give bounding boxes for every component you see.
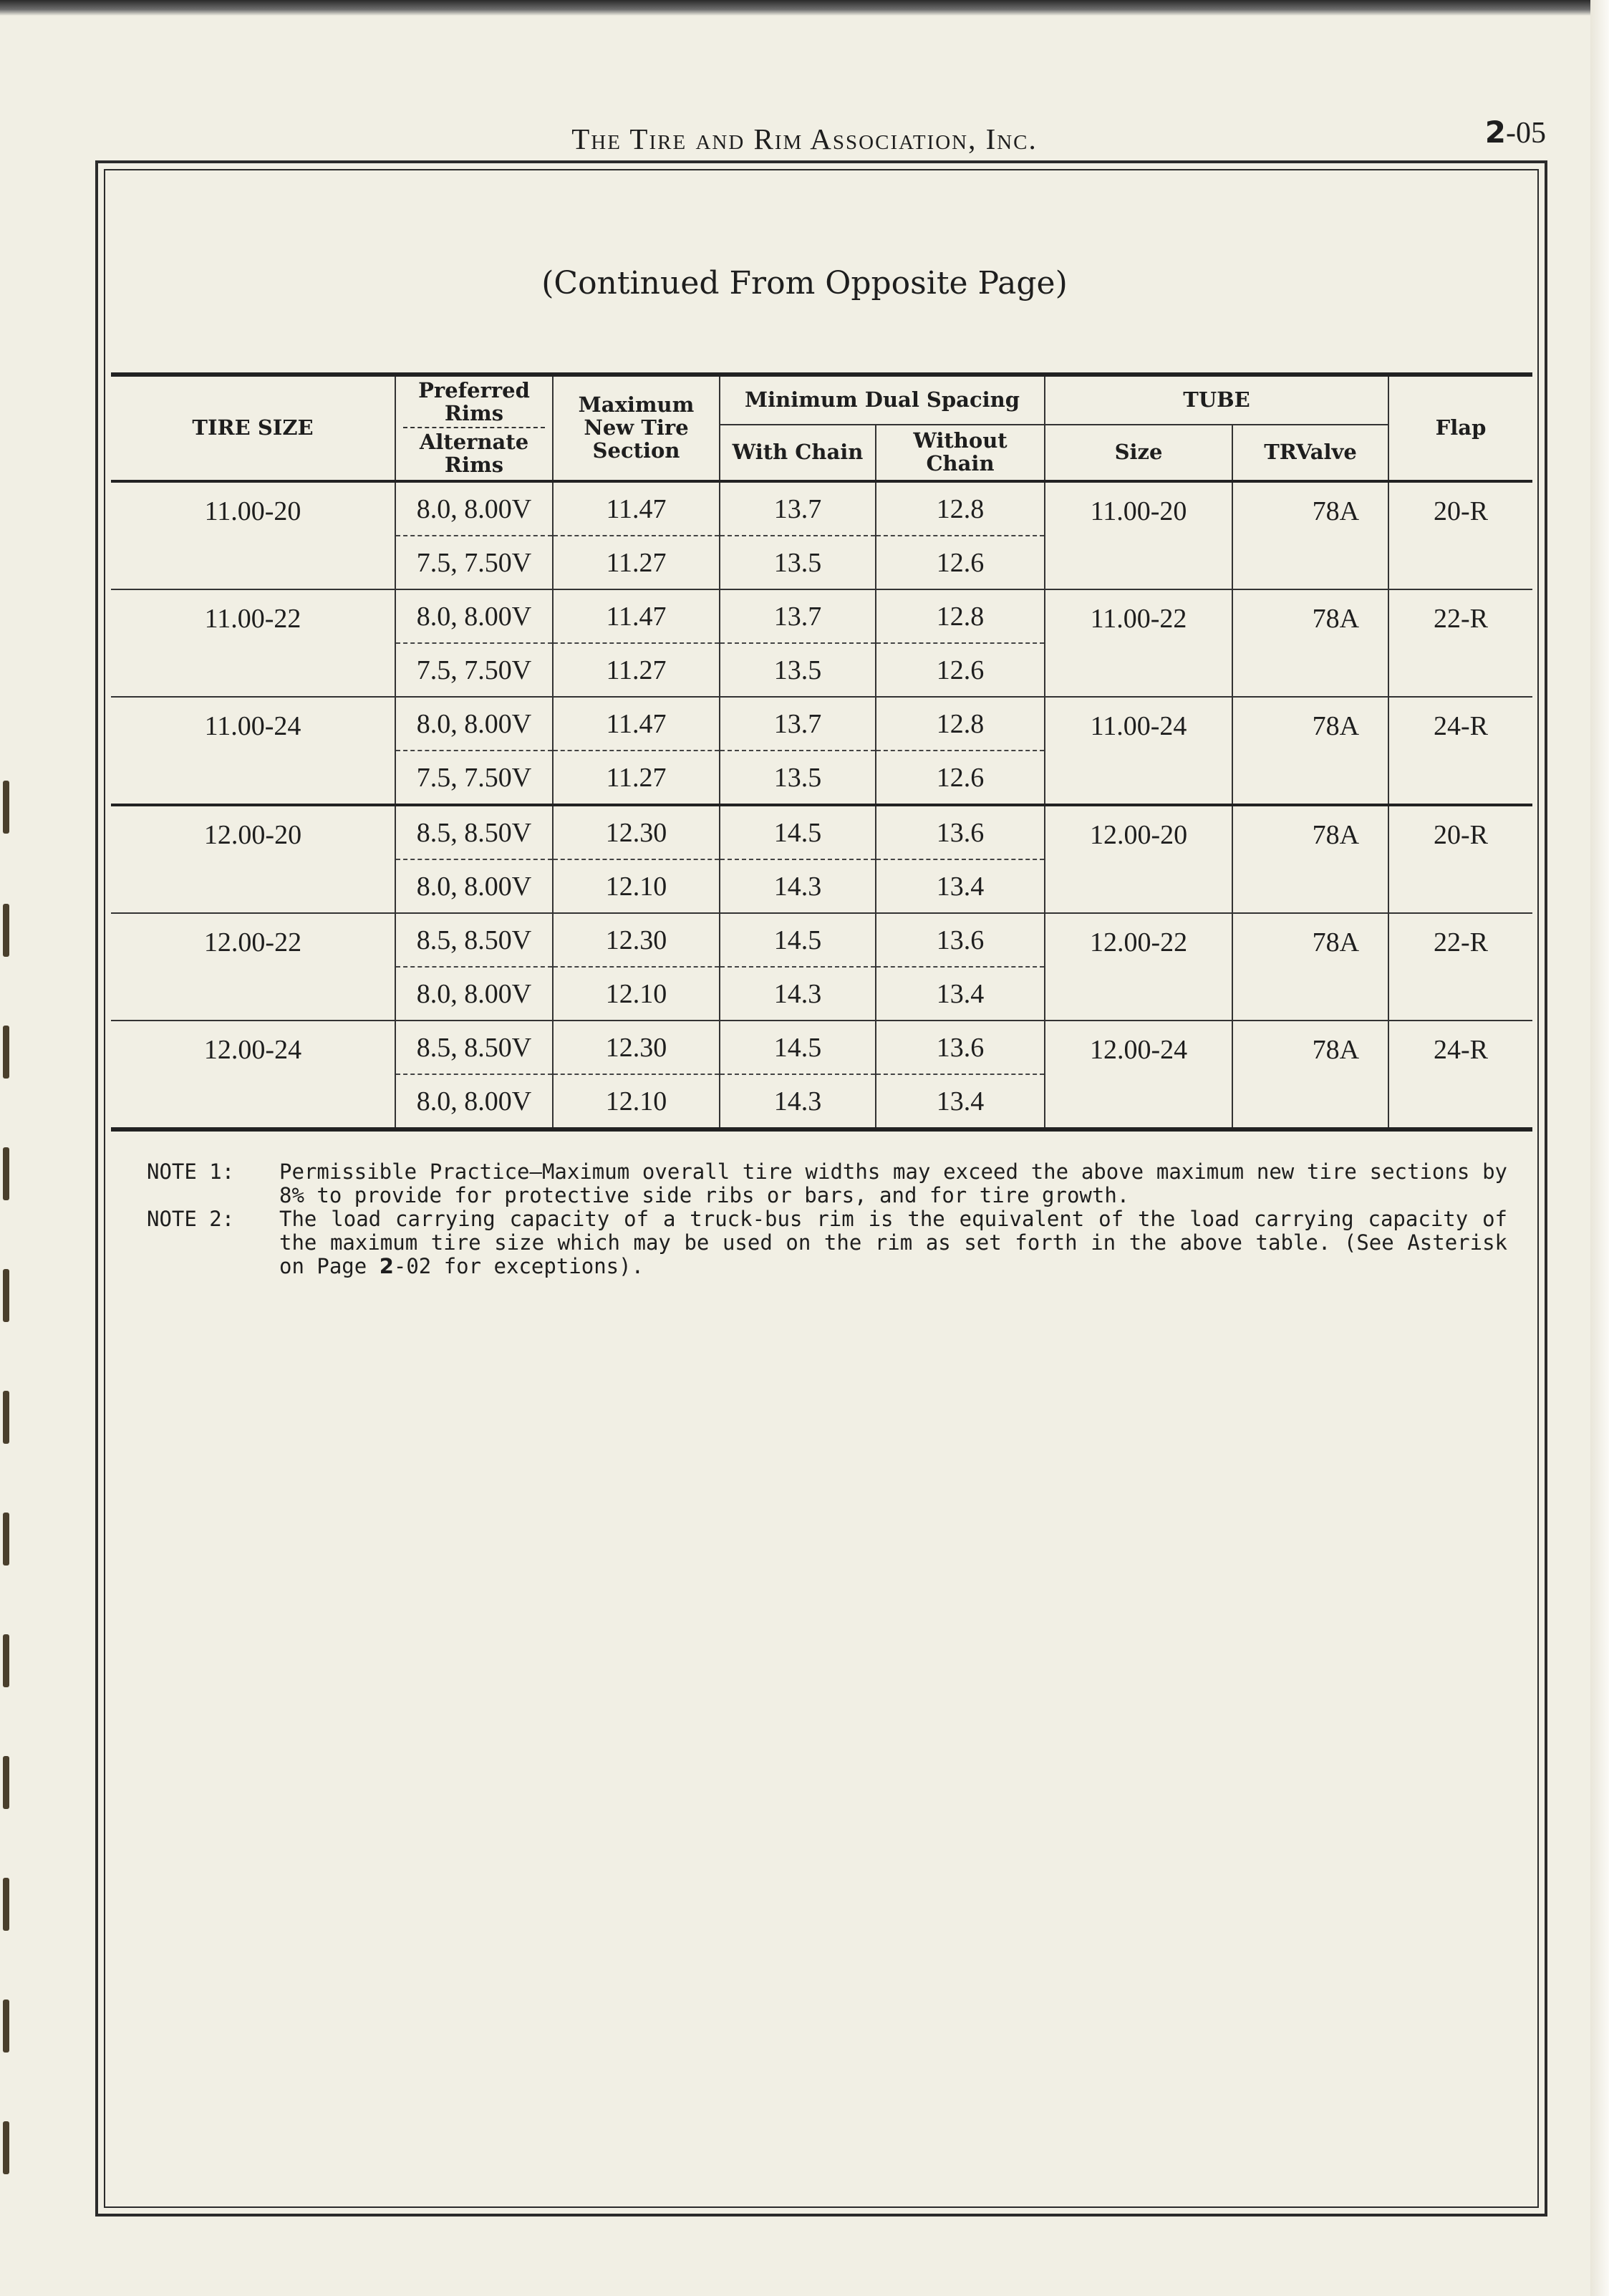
rim-cell: 8.0, 8.00V [395, 589, 553, 643]
with-chain-cell: 14.5 [720, 1021, 876, 1074]
tire-size-cell: 12.00-24 [111, 1021, 395, 1129]
without-chain-cell: 12.6 [876, 751, 1045, 805]
with-chain-cell: 14.5 [720, 913, 876, 967]
note-text-before: The load carrying capacity of a truck-bus rim is the equivalent of the load carrying capacity of the maximum tire size which may be used on the rim as set forth in the above table. (See Asterisk on Page [279, 1207, 1507, 1278]
header-tire-size: TIRE SIZE [111, 375, 395, 481]
flap-cell: 22-R [1388, 913, 1532, 1021]
note-text: Permissible Practice—Maximum overall tire widths may exceed the above maximum new tire sections by 8% to provide for protective side ribs or bars, and for tire growth. [279, 1159, 1507, 1207]
table-row [111, 589, 1532, 643]
flap-cell: 24-R [1388, 1021, 1532, 1129]
without-chain-cell: 13.4 [876, 1074, 1045, 1129]
header-without-chain: Without Chain [876, 425, 1045, 481]
section-cell: 12.10 [553, 1074, 720, 1129]
without-chain-cell: 12.6 [876, 536, 1045, 589]
section-cell: 12.30 [553, 1021, 720, 1074]
scan-top-edge [0, 0, 1609, 16]
section-cell: 11.27 [553, 751, 720, 805]
with-chain-cell: 13.5 [720, 536, 876, 589]
with-chain-cell: 14.3 [720, 1074, 876, 1129]
continued-heading: (Continued From Opposite Page) [541, 265, 1068, 302]
rim-cell: 7.5, 7.50V [395, 536, 553, 589]
header-min-dual-spacing: Minimum Dual Spacing [720, 375, 1045, 425]
without-chain-cell: 12.8 [876, 697, 1045, 751]
header-max-section: Maximum New Tire Section [553, 375, 720, 481]
tube-size-cell: 11.00-24 [1045, 697, 1232, 805]
valve-cell: 78A [1232, 805, 1388, 913]
with-chain-cell: 13.7 [720, 697, 876, 751]
rim-cell: 8.0, 8.00V [395, 859, 553, 913]
with-chain-cell: 14.3 [720, 859, 876, 913]
rim-cell: 8.5, 8.50V [395, 913, 553, 967]
note-label: NOTE 2: [147, 1207, 235, 1231]
header-tube-valve: TRValve [1232, 425, 1388, 481]
with-chain-cell: 13.7 [720, 481, 876, 536]
rim-cell: 8.0, 8.00V [395, 481, 553, 536]
header-alternate-rims: Alternate Rims [419, 430, 529, 477]
section-cell: 12.30 [553, 913, 720, 967]
section-cell: 11.47 [553, 697, 720, 751]
note-text-after: -02 for exceptions). [393, 1254, 644, 1278]
tube-size-cell: 12.00-24 [1045, 1021, 1232, 1129]
tube-size-cell: 11.00-22 [1045, 589, 1232, 697]
rim-cell: 7.5, 7.50V [395, 751, 553, 805]
without-chain-cell: 12.8 [876, 589, 1045, 643]
scan-right-edge [1590, 0, 1609, 2296]
tire-size-cell: 11.00-24 [111, 697, 395, 805]
header-tube: TUBE [1045, 375, 1388, 425]
section-cell: 11.27 [553, 536, 720, 589]
page-number [1485, 115, 1546, 150]
note-text [279, 1207, 1507, 1278]
rim-cell: 8.0, 8.00V [395, 967, 553, 1021]
header-with-chain: With Chain [720, 425, 876, 481]
flap-cell: 20-R [1388, 805, 1532, 913]
table-row [111, 697, 1532, 751]
binder-edge [0, 0, 19, 2296]
rim-cell: 8.5, 8.50V [395, 805, 553, 859]
header-tube-size: Size [1045, 425, 1232, 481]
rim-cell: 7.5, 7.50V [395, 643, 553, 697]
with-chain-cell: 13.5 [720, 643, 876, 697]
without-chain-cell: 12.6 [876, 643, 1045, 697]
without-chain-cell: 13.6 [876, 805, 1045, 859]
header-flap: Flap [1388, 375, 1532, 481]
tube-size-cell: 11.00-20 [1045, 481, 1232, 589]
table-row [111, 805, 1532, 859]
tube-size-cell: 12.00-20 [1045, 805, 1232, 913]
note-label: NOTE 1: [147, 1159, 235, 1184]
section-cell: 11.47 [553, 589, 720, 643]
without-chain-cell: 12.8 [876, 481, 1045, 536]
header-rims [395, 375, 553, 481]
tire-size-cell: 12.00-22 [111, 913, 395, 1021]
notes-section [147, 1160, 1507, 1278]
valve-cell: 78A [1232, 589, 1388, 697]
tire-size-cell: 11.00-20 [111, 481, 395, 589]
with-chain-cell: 14.5 [720, 805, 876, 859]
running-header: The Tire and Rim Association, Inc. [571, 122, 1038, 155]
table-row [111, 481, 1532, 536]
with-chain-cell: 13.7 [720, 589, 876, 643]
section-cell: 11.47 [553, 481, 720, 536]
page-number-suffix: -05 [1506, 117, 1546, 150]
without-chain-cell: 13.6 [876, 913, 1045, 967]
table-row [111, 913, 1532, 967]
rim-cell: 8.0, 8.00V [395, 1074, 553, 1129]
flap-cell: 24-R [1388, 697, 1532, 805]
note-1 [147, 1160, 1507, 1207]
with-chain-cell: 13.5 [720, 751, 876, 805]
without-chain-cell: 13.6 [876, 1021, 1045, 1074]
with-chain-cell: 14.3 [720, 967, 876, 1021]
section-cell: 12.30 [553, 805, 720, 859]
page-number-prefix: 2 [1484, 115, 1506, 150]
valve-cell: 78A [1232, 1021, 1388, 1129]
valve-cell: 78A [1232, 913, 1388, 1021]
tire-size-cell: 11.00-22 [111, 589, 395, 697]
tire-size-cell: 12.00-20 [111, 805, 395, 913]
table-row [111, 1021, 1532, 1074]
note-2 [147, 1207, 1507, 1278]
section-cell: 12.10 [553, 967, 720, 1021]
valve-cell: 78A [1232, 697, 1388, 805]
tube-size-cell: 12.00-22 [1045, 913, 1232, 1021]
without-chain-cell: 13.4 [876, 967, 1045, 1021]
flap-cell: 22-R [1388, 589, 1532, 697]
valve-cell: 78A [1232, 481, 1388, 589]
note-page-bold: 2 [379, 1254, 394, 1278]
section-cell: 11.27 [553, 643, 720, 697]
header-preferred-rims: Preferred Rims [403, 380, 545, 428]
tire-rim-table [111, 372, 1532, 1132]
flap-cell: 20-R [1388, 481, 1532, 589]
without-chain-cell: 13.4 [876, 859, 1045, 913]
rim-cell: 8.0, 8.00V [395, 697, 553, 751]
rim-cell: 8.5, 8.50V [395, 1021, 553, 1074]
section-cell: 12.10 [553, 859, 720, 913]
